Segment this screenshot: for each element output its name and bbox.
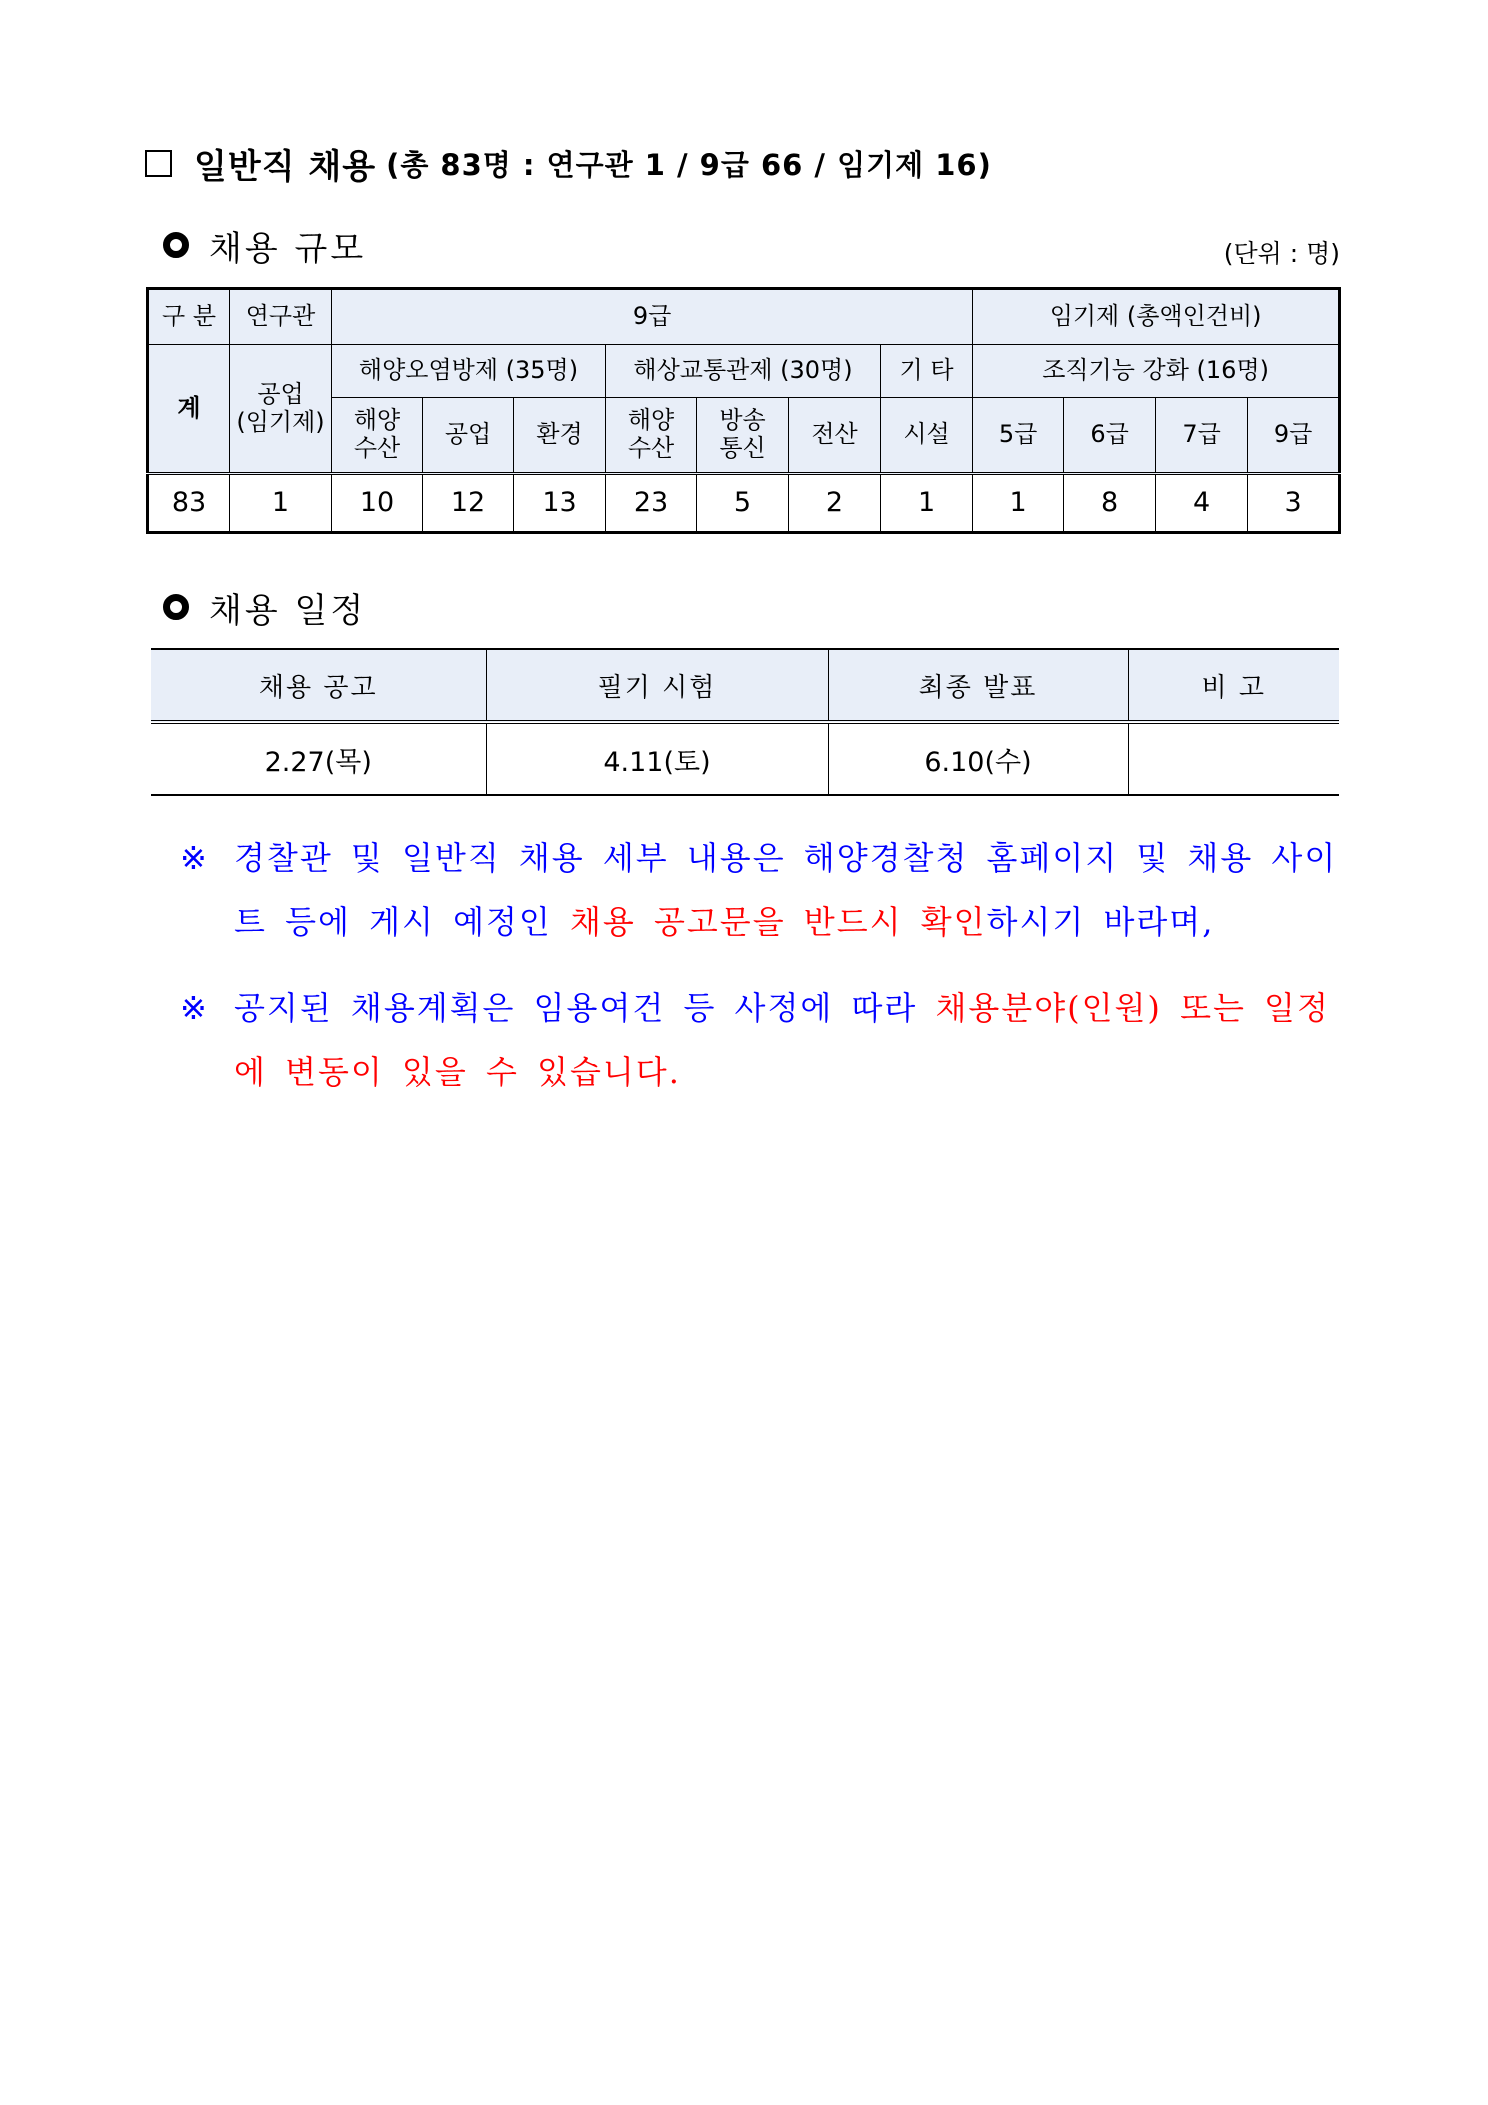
- notice-2-highlight: 채용분야(인원) 또는 일정에 변동이 있을 수 있습니다.: [234, 989, 1330, 1091]
- table-cell: 8: [1064, 474, 1156, 533]
- row-total-label: 계: [148, 345, 230, 474]
- unit-label: (단위 : 명): [1223, 239, 1340, 268]
- header-remarks: 비 고: [1128, 649, 1339, 722]
- notice-2-text: 공지된 채용계획은 임용여건 등 사정에 따라: [234, 989, 936, 1027]
- notice-1: [180, 826, 1350, 954]
- table-cell: 4.11(토): [486, 722, 828, 795]
- circle-bullet-icon: [163, 594, 189, 620]
- table-row: [148, 474, 1340, 533]
- notice-2: [180, 976, 1350, 1104]
- notice-1-text: 경찰관 및 일반직 채용 세부 내용은 해양경찰청 홈페이지 및 채용 사이트 등에 게시 예정인: [234, 839, 1338, 941]
- researcher-subheader: 공업 (임기제): [230, 345, 332, 474]
- schedule-table: [151, 648, 1339, 796]
- subcol-header: 시설: [881, 398, 973, 474]
- subcol-header: 환경: [514, 398, 606, 474]
- table-cell: 3: [1248, 474, 1340, 533]
- header-grade9: 9급: [332, 289, 973, 345]
- reference-mark-icon: ※: [180, 839, 209, 877]
- table-cell: 1: [230, 474, 332, 533]
- checkbox-icon: [145, 150, 172, 177]
- scale-heading: [163, 223, 366, 267]
- scale-heading-text: 채용 규모: [209, 228, 367, 269]
- subcol-header: 방송 통신: [697, 398, 789, 474]
- circle-bullet-icon: [163, 232, 189, 258]
- reference-mark-icon: ※: [180, 989, 209, 1027]
- subcol-header: 9급: [1248, 398, 1340, 474]
- table-cell: 12: [423, 474, 514, 533]
- table-cell: 2: [789, 474, 881, 533]
- table-cell: 13: [514, 474, 606, 533]
- group-etc: 기 타: [881, 345, 973, 398]
- group-org: 조직기능 강화 (16명): [973, 345, 1340, 398]
- notice-1-end: 하시기 바라며,: [986, 903, 1215, 941]
- schedule-heading: [163, 585, 366, 629]
- header-category: 구 분: [148, 289, 230, 345]
- table-cell: 4: [1156, 474, 1248, 533]
- subcol-header: 전산: [789, 398, 881, 474]
- notice-1-highlight: 채용 공고문을 반드시 확인: [569, 903, 987, 941]
- subcol-header: 해양 수산: [606, 398, 697, 474]
- table-cell: 83: [148, 474, 230, 533]
- recruitment-scale-table: [146, 287, 1341, 534]
- table-cell: 10: [332, 474, 423, 533]
- table-cell: 2.27(목): [151, 722, 486, 795]
- header-researcher: 연구관: [230, 289, 332, 345]
- subcol-header: 해양 수산: [332, 398, 423, 474]
- title-sub: (총 83명 : 연구관 1 / 9급 66 / 임기제 16): [386, 147, 992, 182]
- group-traffic: 해상교통관제 (30명): [606, 345, 881, 398]
- table-cell: [1128, 722, 1339, 795]
- subcol-header: 6급: [1064, 398, 1156, 474]
- header-written-exam: 필기 시험: [486, 649, 828, 722]
- table-row: [151, 722, 1339, 795]
- table-cell: 5: [697, 474, 789, 533]
- title-main: 일반직 채용: [194, 146, 377, 187]
- page-title: [145, 140, 992, 186]
- schedule-heading-text: 채용 일정: [209, 590, 367, 631]
- table-cell: 6.10(수): [828, 722, 1128, 795]
- header-final-result: 최종 발표: [828, 649, 1128, 722]
- subcol-header: 5급: [973, 398, 1064, 474]
- table-cell: 1: [973, 474, 1064, 533]
- header-announcement: 채용 공고: [151, 649, 486, 722]
- subcol-header: 공업: [423, 398, 514, 474]
- table-cell: 1: [881, 474, 973, 533]
- header-fixed-term: 임기제 (총액인건비): [973, 289, 1340, 345]
- group-pollution: 해양오염방제 (35명): [332, 345, 606, 398]
- subcol-header: 7급: [1156, 398, 1248, 474]
- table-cell: 23: [606, 474, 697, 533]
